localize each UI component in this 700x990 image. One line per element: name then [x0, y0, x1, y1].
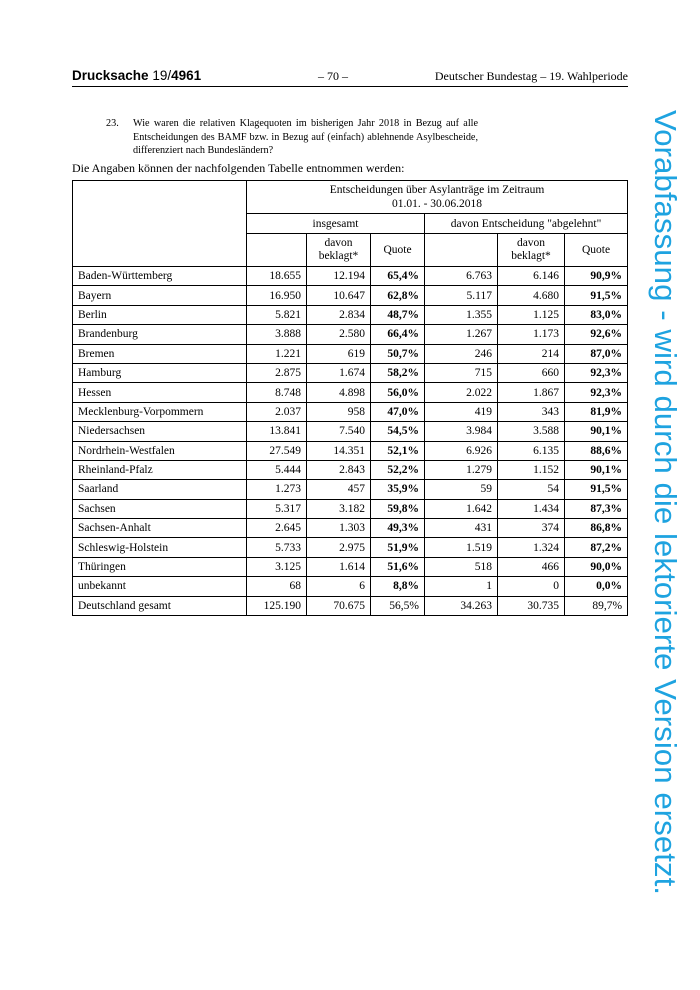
cell-gesamt: 16.950 — [247, 286, 307, 305]
cell-beklagt: 3.182 — [307, 499, 371, 518]
total-cell-abgelehnt: 34.263 — [425, 596, 498, 615]
cell-abgelehnt-quote: 90,1% — [565, 422, 628, 441]
cell-quote: 62,8% — [371, 286, 425, 305]
cell-abgelehnt-beklagt: 1.324 — [498, 538, 565, 557]
cell-abgelehnt: 715 — [425, 363, 498, 382]
institution-label: Deutscher Bundestag – 19. Wahlperiode — [434, 69, 628, 83]
cell-abgelehnt-beklagt: 6.135 — [498, 441, 565, 460]
cell-abgelehnt: 1.642 — [425, 499, 498, 518]
cell-land: Mecklenburg-Vorpommern — [73, 402, 247, 421]
table-row — [73, 577, 628, 596]
cell-gesamt: 1.221 — [247, 344, 307, 363]
table-row — [73, 538, 628, 557]
table-row — [73, 344, 628, 363]
table-title-cell — [247, 181, 628, 214]
cell-abgelehnt: 2.022 — [425, 383, 498, 402]
cell-gesamt: 3.888 — [247, 325, 307, 344]
cell-beklagt: 14.351 — [307, 441, 371, 460]
cell-abgelehnt-quote: 87,3% — [565, 499, 628, 518]
cell-abgelehnt: 246 — [425, 344, 498, 363]
cell-abgelehnt: 1.267 — [425, 325, 498, 344]
drucksache-prefix: 19/ — [152, 68, 172, 83]
drucksache-number: 4961 — [171, 68, 202, 83]
cell-abgelehnt-beklagt: 214 — [498, 344, 565, 363]
cell-quote: 50,7% — [371, 344, 425, 363]
cell-gesamt: 27.549 — [247, 441, 307, 460]
total-cell-abgelehnt-beklagt: 30.735 — [498, 596, 565, 615]
cell-abgelehnt-quote: 92,6% — [565, 325, 628, 344]
table-row — [73, 519, 628, 538]
cell-land: Schleswig-Holstein — [73, 538, 247, 557]
cell-abgelehnt-beklagt: 1.152 — [498, 460, 565, 479]
cell-gesamt: 8.748 — [247, 383, 307, 402]
cell-gesamt: 5.317 — [247, 499, 307, 518]
cell-gesamt: 2.875 — [247, 363, 307, 382]
cell-land: Niedersachsen — [73, 422, 247, 441]
cell-abgelehnt-quote: 91,5% — [565, 480, 628, 499]
cell-quote: 51,9% — [371, 538, 425, 557]
cell-beklagt: 2.834 — [307, 305, 371, 324]
cell-abgelehnt: 1.355 — [425, 305, 498, 324]
table-row — [73, 480, 628, 499]
cell-land: Sachsen — [73, 499, 247, 518]
cell-land: Berlin — [73, 305, 247, 324]
total-cell-quote: 56,5% — [371, 596, 425, 615]
cell-quote: 49,3% — [371, 519, 425, 538]
page-header — [72, 66, 628, 87]
cell-quote: 48,7% — [371, 305, 425, 324]
table-row — [73, 325, 628, 344]
cell-land: Rheinland-Pfalz — [73, 460, 247, 479]
cell-quote: 35,9% — [371, 480, 425, 499]
table-row — [73, 557, 628, 576]
header-quote-total: Quote — [371, 234, 425, 267]
cell-abgelehnt: 1.519 — [425, 538, 498, 557]
header-corner-cell — [73, 181, 247, 267]
cell-abgelehnt: 419 — [425, 402, 498, 421]
cell-beklagt: 1.303 — [307, 519, 371, 538]
cell-beklagt: 619 — [307, 344, 371, 363]
cell-abgelehnt-quote: 81,9% — [565, 402, 628, 421]
cell-quote: 8,8% — [371, 577, 425, 596]
cell-beklagt: 2.975 — [307, 538, 371, 557]
cell-abgelehnt-beklagt: 6.146 — [498, 267, 565, 286]
header-beklagt-total: davon beklagt* — [307, 234, 371, 267]
cell-abgelehnt-beklagt: 54 — [498, 480, 565, 499]
question-text: Wie waren die relativen Klagequoten im bisherigen Jahr 2018 in Bezug auf alle Entscheidungen des BAMF bzw. in Bezug auf (einfach) ablehnende Asylbescheide, differenziert nach Bundesländern? — [133, 118, 478, 156]
cell-abgelehnt-beklagt: 4.680 — [498, 286, 565, 305]
cell-abgelehnt-beklagt: 660 — [498, 363, 565, 382]
cell-abgelehnt-quote: 88,6% — [565, 441, 628, 460]
cell-abgelehnt: 6.926 — [425, 441, 498, 460]
cell-abgelehnt-beklagt: 3.588 — [498, 422, 565, 441]
question-number: 23. — [106, 118, 119, 129]
cell-abgelehnt-beklagt: 0 — [498, 577, 565, 596]
cell-land: Brandenburg — [73, 325, 247, 344]
table-total-row — [73, 596, 628, 615]
cell-gesamt: 5.821 — [247, 305, 307, 324]
cell-abgelehnt-beklagt: 374 — [498, 519, 565, 538]
cell-beklagt: 958 — [307, 402, 371, 421]
cell-abgelehnt-beklagt: 466 — [498, 557, 565, 576]
question-block — [106, 117, 478, 158]
cell-gesamt: 5.444 — [247, 460, 307, 479]
cell-abgelehnt-beklagt: 1.173 — [498, 325, 565, 344]
cell-gesamt: 13.841 — [247, 422, 307, 441]
cell-land: Hessen — [73, 383, 247, 402]
table-title-line-1: Entscheidungen über Asylanträge im Zeitraum — [329, 184, 545, 196]
cell-abgelehnt-beklagt: 1.867 — [498, 383, 565, 402]
cell-quote: 47,0% — [371, 402, 425, 421]
cell-gesamt: 2.645 — [247, 519, 307, 538]
cell-abgelehnt-quote: 92,3% — [565, 383, 628, 402]
table-row — [73, 267, 628, 286]
cell-quote: 54,5% — [371, 422, 425, 441]
cell-abgelehnt-quote: 91,5% — [565, 286, 628, 305]
cell-abgelehnt: 1 — [425, 577, 498, 596]
cell-land: unbekannt — [73, 577, 247, 596]
cell-quote: 56,0% — [371, 383, 425, 402]
cell-abgelehnt-quote: 90,1% — [565, 460, 628, 479]
cell-gesamt: 3.125 — [247, 557, 307, 576]
cell-beklagt: 4.898 — [307, 383, 371, 402]
cell-land: Thüringen — [73, 557, 247, 576]
cell-gesamt: 5.733 — [247, 538, 307, 557]
cell-abgelehnt-quote: 86,8% — [565, 519, 628, 538]
cell-beklagt: 2.580 — [307, 325, 371, 344]
table-row — [73, 499, 628, 518]
cell-abgelehnt-quote: 87,2% — [565, 538, 628, 557]
header-beklagt-rejected: davon beklagt* — [498, 234, 565, 267]
cell-quote: 59,8% — [371, 499, 425, 518]
cell-abgelehnt-quote: 87,0% — [565, 344, 628, 363]
table-title-line-2: 01.01. - 30.06.2018 — [391, 198, 483, 210]
watermark-text: Vorabfassung - wird durch die lektorierte Version ersetzt. — [648, 110, 682, 875]
intro-text: Die Angaben können der nachfolgenden Tabelle entnommen werden: — [72, 161, 405, 175]
total-cell-land: Deutschland gesamt — [73, 596, 247, 615]
cell-beklagt: 1.674 — [307, 363, 371, 382]
cell-land: Nordrhein-Westfalen — [73, 441, 247, 460]
table-row — [73, 305, 628, 324]
cell-abgelehnt-beklagt: 1.434 — [498, 499, 565, 518]
total-cell-gesamt: 125.190 — [247, 596, 307, 615]
table-row — [73, 383, 628, 402]
cell-quote: 51,6% — [371, 557, 425, 576]
cell-gesamt: 1.273 — [247, 480, 307, 499]
cell-land: Sachsen-Anhalt — [73, 519, 247, 538]
cell-quote: 65,4% — [371, 267, 425, 286]
cell-quote: 58,2% — [371, 363, 425, 382]
total-cell-beklagt: 70.675 — [307, 596, 371, 615]
watermark-svg — [633, 110, 693, 910]
cell-abgelehnt-quote: 90,9% — [565, 267, 628, 286]
cell-abgelehnt-beklagt: 343 — [498, 402, 565, 421]
header-quote-rejected: Quote — [565, 234, 628, 267]
cell-abgelehnt-quote: 92,3% — [565, 363, 628, 382]
cell-land: Bayern — [73, 286, 247, 305]
asylum-decisions-table — [72, 180, 628, 616]
cell-abgelehnt-beklagt: 1.125 — [498, 305, 565, 324]
total-cell-abgelehnt-quote: 89,7% — [565, 596, 628, 615]
cell-abgelehnt: 6.763 — [425, 267, 498, 286]
table-row — [73, 402, 628, 421]
cell-land: Bremen — [73, 344, 247, 363]
table-row — [73, 286, 628, 305]
draft-watermark — [633, 110, 693, 910]
cell-abgelehnt: 518 — [425, 557, 498, 576]
cell-gesamt: 68 — [247, 577, 307, 596]
table-row — [73, 422, 628, 441]
page-number: – 70 – — [318, 69, 348, 83]
cell-abgelehnt: 3.984 — [425, 422, 498, 441]
cell-beklagt: 6 — [307, 577, 371, 596]
cell-abgelehnt-quote: 83,0% — [565, 305, 628, 324]
drucksache-word: Drucksache — [72, 68, 149, 83]
cell-abgelehnt: 59 — [425, 480, 498, 499]
cell-abgelehnt: 431 — [425, 519, 498, 538]
cell-quote: 52,2% — [371, 460, 425, 479]
cell-quote: 66,4% — [371, 325, 425, 344]
cell-beklagt: 457 — [307, 480, 371, 499]
table-row — [73, 460, 628, 479]
cell-beklagt: 2.843 — [307, 460, 371, 479]
drucksache-label — [72, 68, 201, 83]
cell-land: Hamburg — [73, 363, 247, 382]
group-header-total: insgesamt — [247, 214, 425, 234]
cell-gesamt: 18.655 — [247, 267, 307, 286]
cell-beklagt: 10.647 — [307, 286, 371, 305]
cell-beklagt: 12.194 — [307, 267, 371, 286]
cell-abgelehnt-quote: 0,0% — [565, 577, 628, 596]
cell-abgelehnt-quote: 90,0% — [565, 557, 628, 576]
table-header-row-1 — [73, 181, 628, 214]
group-header-rejected: davon Entscheidung "abgelehnt" — [425, 214, 628, 234]
cell-beklagt: 1.614 — [307, 557, 371, 576]
table-row — [73, 363, 628, 382]
header-empty-total — [247, 234, 307, 267]
cell-land: Saarland — [73, 480, 247, 499]
cell-abgelehnt: 5.117 — [425, 286, 498, 305]
header-empty-rejected — [425, 234, 498, 267]
cell-land: Baden-Württemberg — [73, 267, 247, 286]
cell-beklagt: 7.540 — [307, 422, 371, 441]
cell-gesamt: 2.037 — [247, 402, 307, 421]
table-row — [73, 441, 628, 460]
cell-abgelehnt: 1.279 — [425, 460, 498, 479]
cell-quote: 52,1% — [371, 441, 425, 460]
